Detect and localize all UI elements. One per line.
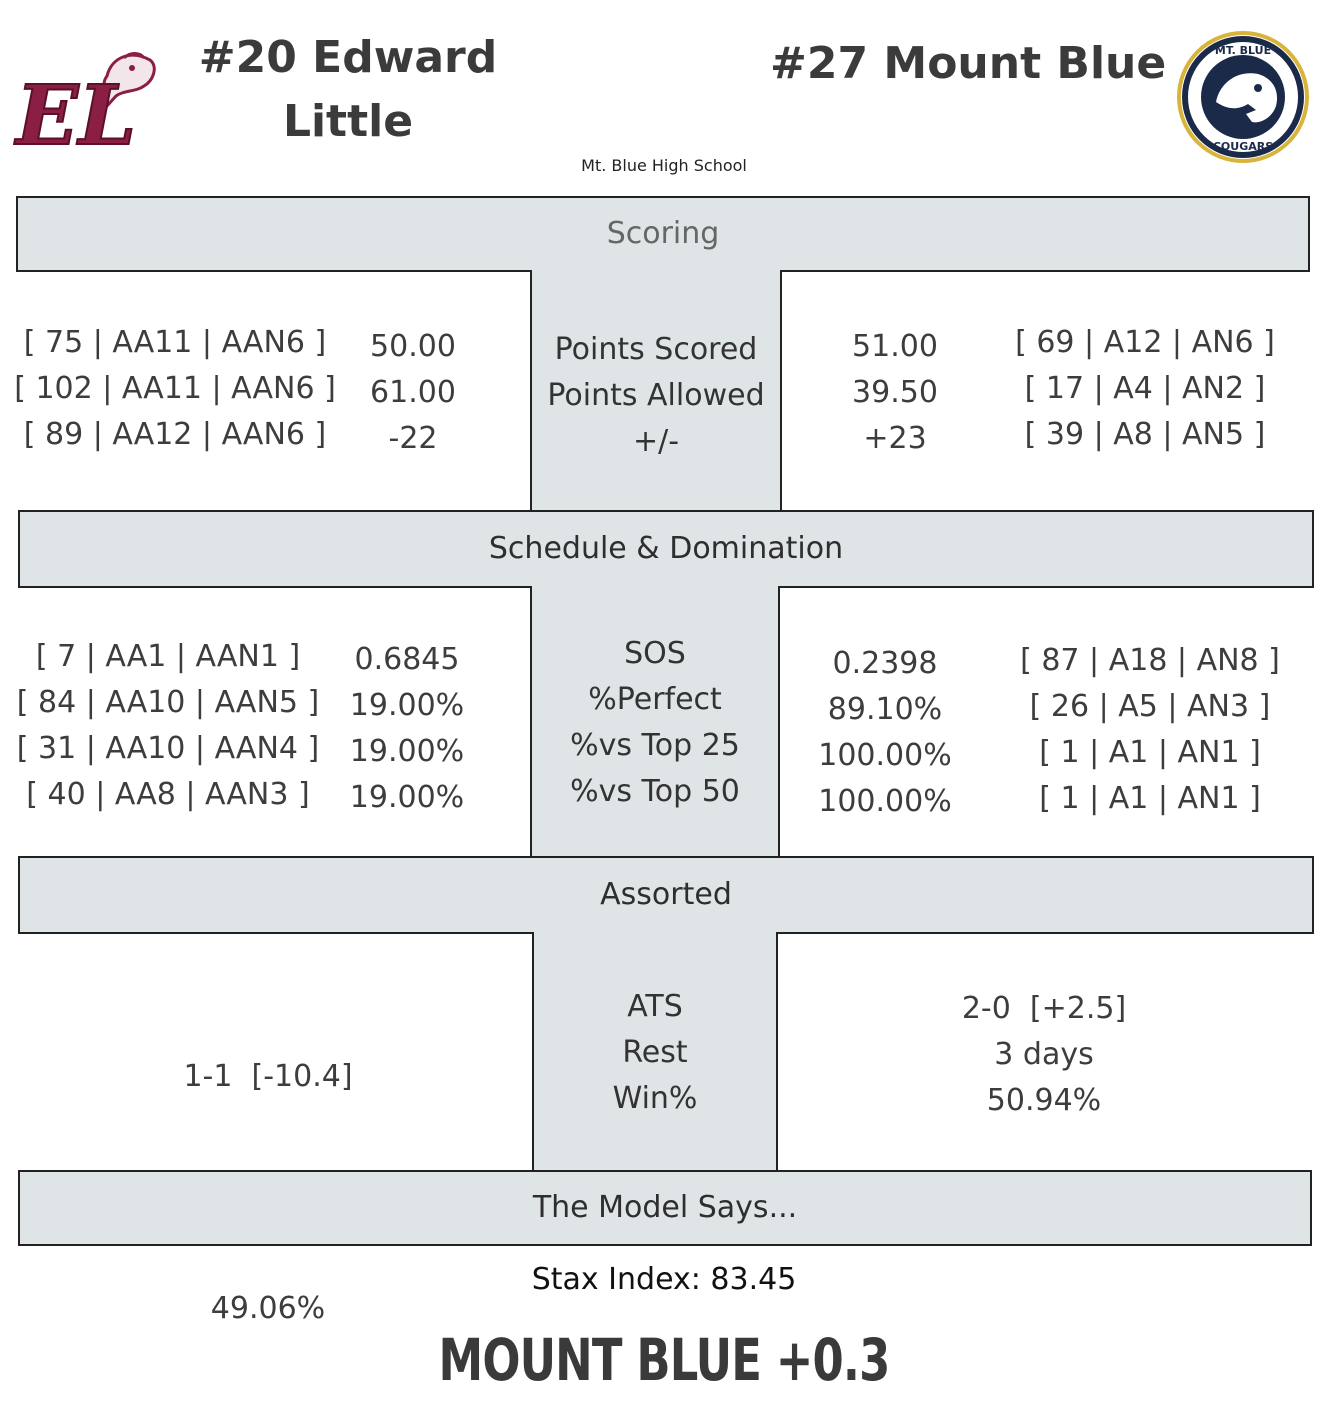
home-team-title: #27 Mount Blue xyxy=(770,38,1167,89)
away-value: 49.06% xyxy=(210,1291,326,1326)
home-rank: [ 26 | A5 | AN3 ] xyxy=(1029,689,1271,724)
home-value: 100.00% xyxy=(818,784,952,819)
home-logo-bottom-text: COUGARS xyxy=(1212,140,1274,153)
away-rank: [ 40 | AA8 | AAN3 ] xyxy=(26,777,310,812)
home-value: 51.00 xyxy=(852,329,938,364)
scoring-header xyxy=(16,196,1310,272)
home-value: 0.2398 xyxy=(832,646,938,681)
home-schedule-ranks xyxy=(1000,638,1300,822)
model-pick: MOUNT BLUE +0.3 xyxy=(438,1326,890,1394)
home-value: 2-0 [+2.5] xyxy=(961,991,1127,1026)
label-perfect: %Perfect xyxy=(588,682,722,717)
schedule-title: Schedule & Domination xyxy=(488,531,844,566)
away-value: 50.00 xyxy=(370,329,456,364)
away-schedule-values xyxy=(330,637,484,821)
home-logo-top-text: MT. BLUE xyxy=(1214,44,1272,57)
home-rank: [ 69 | A12 | AN6 ] xyxy=(1015,325,1275,360)
away-value: 1-1 [-10.4] xyxy=(183,1059,353,1094)
label-plus-minus: +/- xyxy=(632,424,680,459)
assorted-labels-column xyxy=(532,932,778,1172)
scoring-title: Scoring xyxy=(606,216,720,251)
away-rank: [ 102 | AA11 | AAN6 ] xyxy=(14,371,336,406)
model-header xyxy=(18,1170,1312,1246)
home-rank: [ 1 | A1 | AN1 ] xyxy=(1039,735,1261,770)
assorted-header xyxy=(18,856,1314,934)
scoring-labels-column xyxy=(530,270,782,512)
away-rank: [ 75 | AA11 | AAN6 ] xyxy=(23,325,327,360)
schedule-header xyxy=(18,510,1314,588)
home-value: 3 days xyxy=(994,1037,1094,1072)
home-rank: [ 87 | A18 | AN8 ] xyxy=(1020,643,1280,678)
home-value: 39.50 xyxy=(852,375,938,410)
label-ats: ATS xyxy=(627,989,683,1024)
label-points-scored: Points Scored xyxy=(554,332,758,367)
away-logo-letters: EL xyxy=(16,68,137,156)
home-rank: [ 39 | A8 | AN5 ] xyxy=(1024,417,1266,452)
label-vs-top-25: %vs Top 25 xyxy=(570,728,740,763)
away-rank: [ 84 | AA10 | AAN5 ] xyxy=(16,685,320,720)
label-points-allowed: Points Allowed xyxy=(547,378,765,413)
away-rank: [ 31 | AA10 | AAN4 ] xyxy=(16,731,320,766)
home-value: 100.00% xyxy=(818,738,952,773)
away-value: 19.00% xyxy=(349,734,465,769)
home-value: 89.10% xyxy=(827,692,943,727)
label-win-pct: Win% xyxy=(612,1081,698,1116)
schedule-labels-column xyxy=(530,586,780,858)
away-team-title: #20 Edward Little xyxy=(198,32,498,147)
label-sos: SOS xyxy=(624,636,686,671)
away-value: 19.00% xyxy=(349,780,465,815)
away-scoring-ranks xyxy=(10,320,340,458)
away-value: 0.6845 xyxy=(354,642,460,677)
home-value: +23 xyxy=(863,421,927,456)
away-rank: [ 7 | AA1 | AAN1 ] xyxy=(35,639,301,674)
away-logo xyxy=(12,46,160,156)
away-value: 19.00% xyxy=(349,688,465,723)
away-value: -22 xyxy=(388,421,438,456)
home-value: 50.94% xyxy=(986,1083,1102,1118)
home-schedule-values xyxy=(805,641,965,825)
home-logo xyxy=(1176,30,1310,164)
home-rank: [ 17 | A4 | AN2 ] xyxy=(1024,371,1266,406)
home-scoring-values xyxy=(820,324,970,462)
label-vs-top-50: %vs Top 50 xyxy=(570,774,740,809)
home-rank: [ 1 | A1 | AN1 ] xyxy=(1039,781,1261,816)
stax-index: Stax Index: 83.45 xyxy=(531,1262,797,1297)
model-title: The Model Says... xyxy=(532,1190,798,1225)
away-scoring-values xyxy=(340,324,486,462)
home-assorted-values xyxy=(906,986,1182,1124)
label-rest: Rest xyxy=(622,1035,688,1070)
assorted-title: Assorted xyxy=(600,877,732,912)
home-scoring-ranks xyxy=(995,320,1295,458)
away-value: 61.00 xyxy=(370,375,456,410)
away-rank: [ 89 | AA12 | AAN6 ] xyxy=(23,417,327,452)
away-schedule-ranks xyxy=(10,634,326,818)
venue-label: Mt. Blue High School xyxy=(581,156,747,175)
